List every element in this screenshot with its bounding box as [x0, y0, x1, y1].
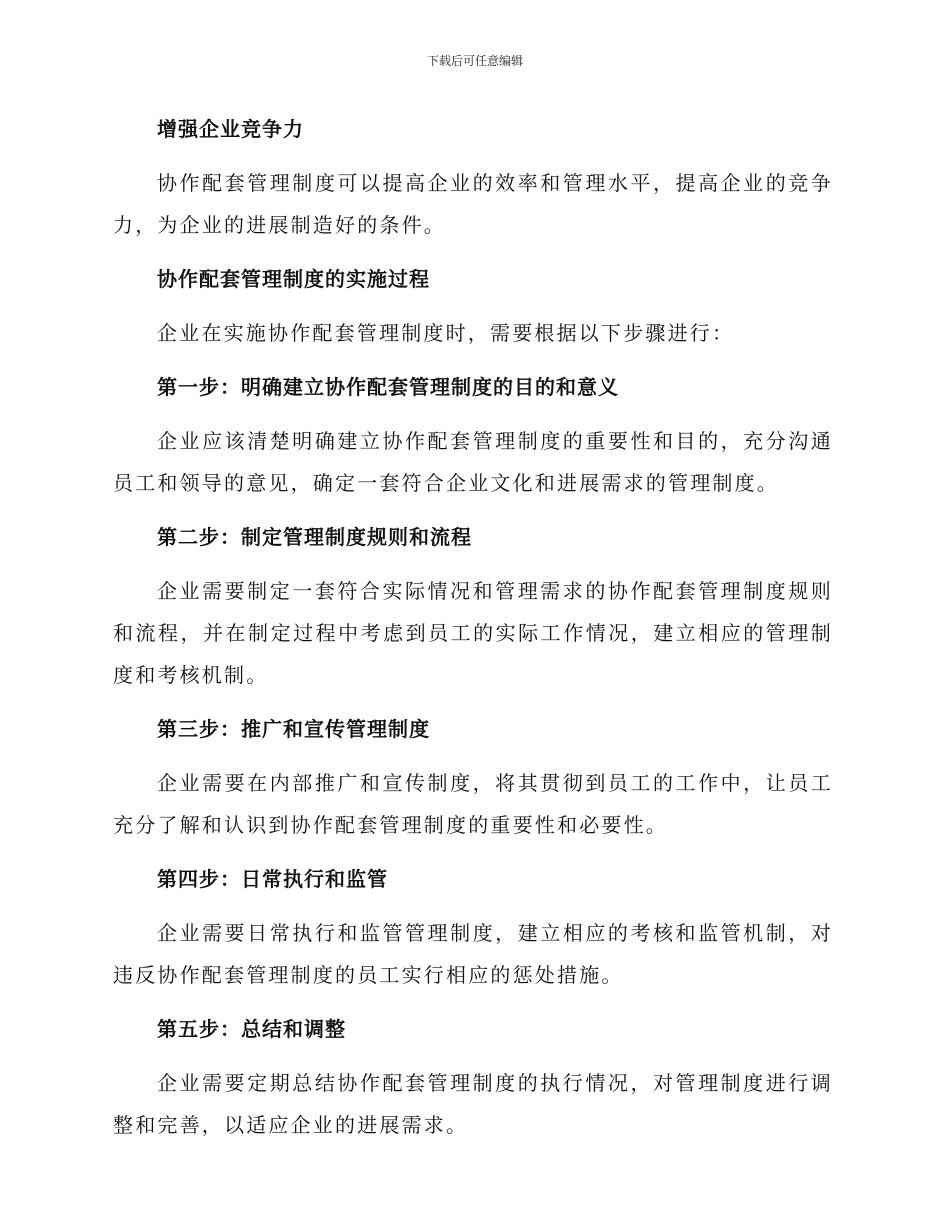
- step-heading-5: 第五步：总结和调整: [157, 1017, 346, 1041]
- paragraph-competitiveness: 协作配套管理制度可以提高企业的效率和管理水平，提高企业的竞争力，为企业的进展制造好的条件。: [113, 171, 833, 237]
- step-heading-1: 第一步：明确建立协作配套管理制度的目的和意义: [157, 375, 619, 399]
- section-heading-implementation-process: 协作配套管理制度的实施过程: [157, 267, 430, 291]
- step-paragraph-2: 企业需要制定一套符合实际情况和管理需求的协作配套管理制度规则和流程，并在制定过程中考虑到员工的实际工作情况，建立相应的管理制度和考核机制。: [113, 579, 833, 687]
- page-header: 下载后可任意编辑: [426, 54, 523, 68]
- document-body: [113, 108, 833, 1158]
- step-paragraph-1: 企业应该清楚明确建立协作配套管理制度的重要性和目的，充分沟通员工和领导的意见，确定一套符合企业文化和进展需求的管理制度。: [113, 429, 833, 495]
- step-heading-3: 第三步：推广和宣传管理制度: [157, 717, 430, 741]
- step-heading-2: 第二步：制定管理制度规则和流程: [157, 525, 472, 549]
- step-paragraph-3: 企业需要在内部推广和宣传制度，将其贯彻到员工的工作中，让员工充分了解和认识到协作配套管理制度的重要性和必要性。: [113, 771, 833, 837]
- step-paragraph-5: 企业需要定期总结协作配套管理制度的执行情况，对管理制度进行调整和完善，以适应企业的进展需求。: [113, 1071, 833, 1137]
- section-heading-enhance-competitiveness: 增强企业竞争力: [157, 117, 304, 141]
- step-paragraph-4: 企业需要日常执行和监管管理制度，建立相应的考核和监管机制，对违反协作配套管理制度的员工实行相应的惩处措施。: [113, 921, 833, 987]
- paragraph-steps-intro: 企业在实施协作配套管理制度时，需要根据以下步骤进行：: [157, 321, 735, 345]
- step-heading-4: 第四步：日常执行和监管: [157, 867, 388, 891]
